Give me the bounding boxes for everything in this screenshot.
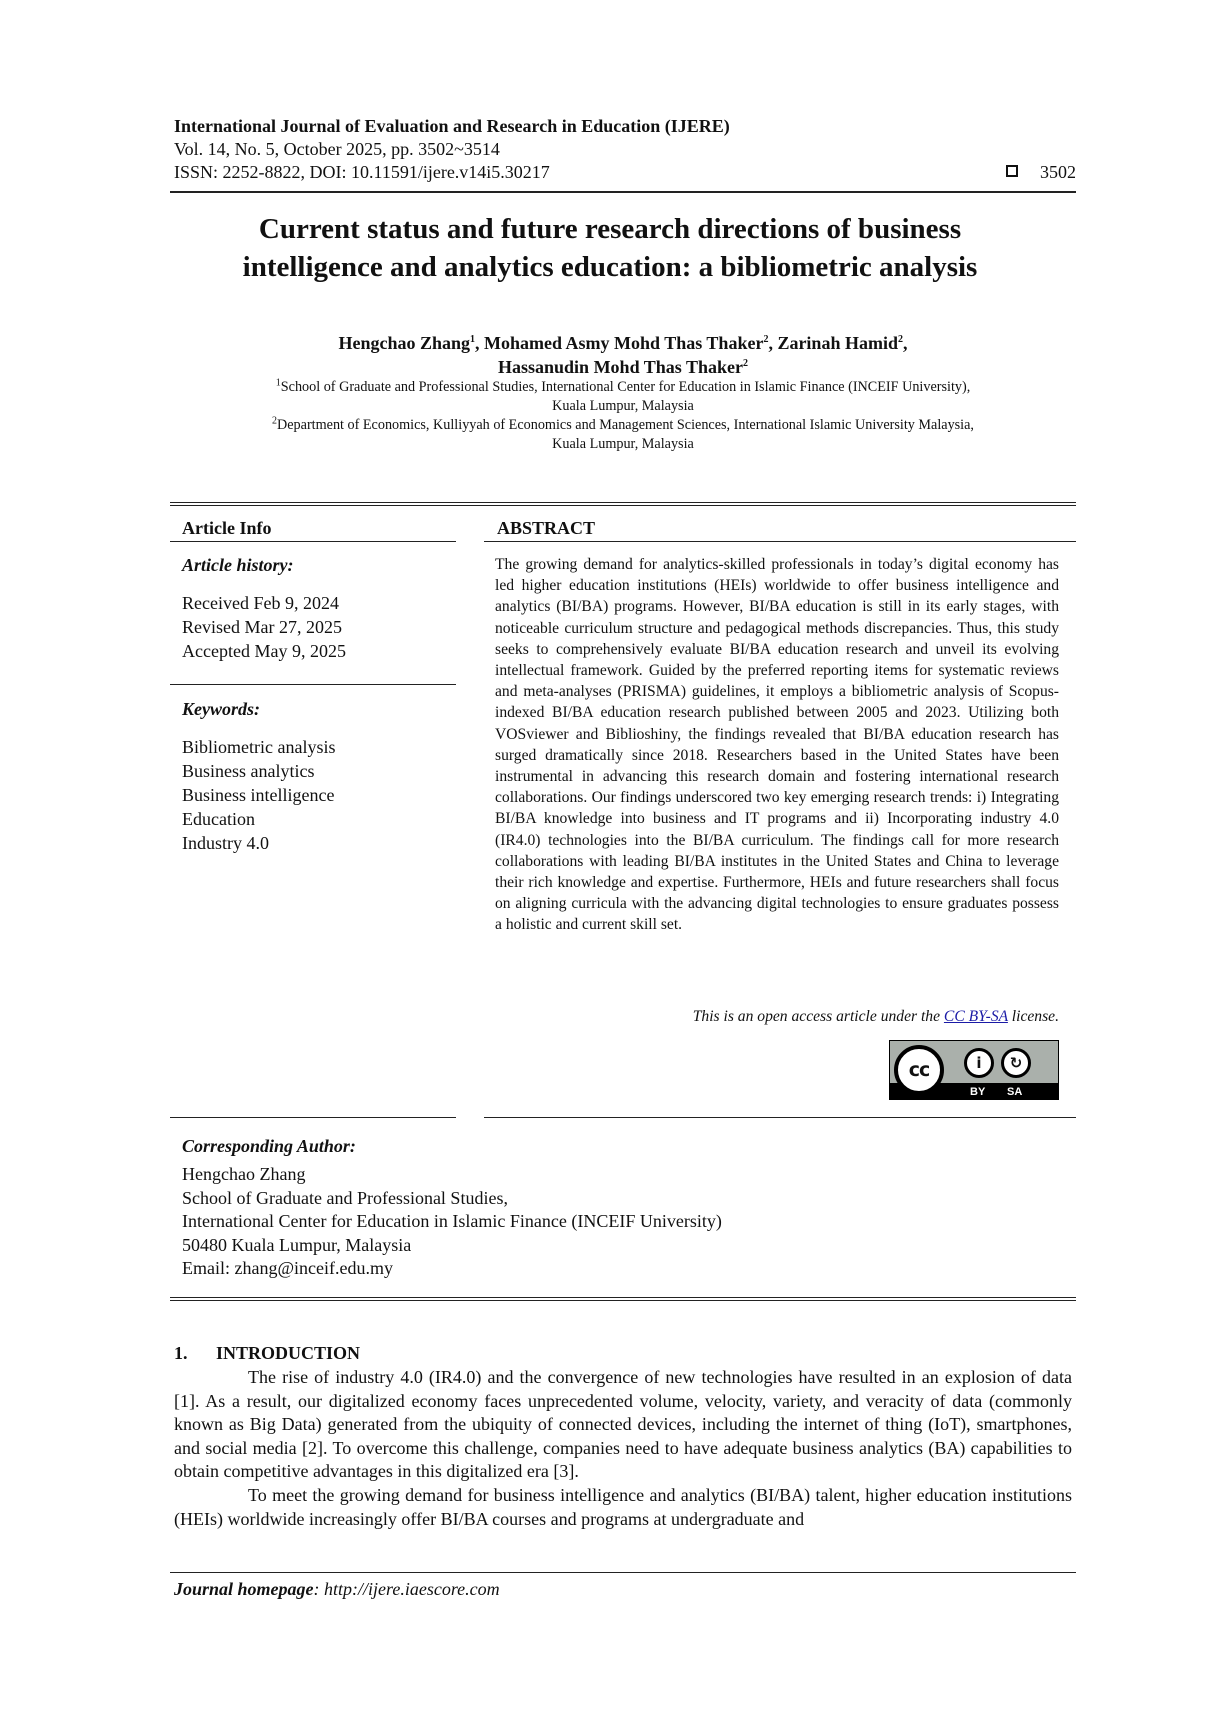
revised-date: Revised Mar 27, 2025 (182, 617, 342, 637)
issn-doi-text: ISSN: 2252-8822, DOI: 10.11591/ijere.v14i5.30217 (174, 162, 550, 182)
cc-by-sa-badge[interactable] (889, 1040, 1059, 1100)
keyword-item: Business analytics (182, 761, 315, 781)
abstract-rule (484, 541, 1076, 542)
abstract-text: The growing demand for analytics-skilled professionals in today’s digital economy has led higher education institutions (HEIs) worldwide to offer business intelligence and analytics (BI/BA) programs. However, BI/BA education is still in its early stages, with noticeable curriculum structure and pedagogical methods discrepancies. Thus, this study seeks to comprehensively evaluate BI/BA education research and unveil its evolving intellectual framework. Guided by the preferred reporting items for systematic reviews and meta-analyses (PRISMA) guidelines, it employs a bibliometric analysis of Scopus-indexed BI/BA education research published between 2005 and 2023. Utilizing both VOSviewer and Biblioshiny, the findings revealed that BI/BA education research has surged dramatically since 2018. Researchers based in the United States have been instrumental in advancing this research domain and fostering international research collaborations. Our findings underscored two key emerging research trends: i) Integrating BI/BA knowledge into business and IT programs and ii) Incorporating industry 4.0 (IR4.0) technologies into the BI/BA curriculum. The findings call for more research collaborations with leading BI/BA institutes in the United States and China to leverage their rich knowledge and expertise. Furthermore, HEIs and future researchers shall focus on aligning curricula with the advancing digital technologies to ensure graduates possess a holistic and current skill set. (495, 556, 1059, 934)
affiliation-1-line-2: Kuala Lumpur, Malaysia (552, 398, 694, 414)
paper-title (150, 210, 1070, 286)
journal-volume: Vol. 14, No. 5, October 2025, pp. 3502~3514 (174, 139, 500, 159)
author-sup: 2 (897, 334, 903, 345)
journal-name: International Journal of Evaluation and Research in Education (IJERE) (174, 116, 730, 136)
keyword-item: Education (182, 809, 255, 829)
title-line-2: intelligence and analytics education: a bibliometric analysis (242, 251, 978, 283)
keyword-list (182, 735, 335, 855)
license-suffix: license. (1007, 1008, 1059, 1025)
corresponding-email: Email: zhang@inceif.edu.my (182, 1258, 394, 1278)
affiliation-sup: 2 (272, 415, 278, 427)
homepage-sep: : (313, 1579, 325, 1599)
attribution-icon: i (964, 1048, 994, 1078)
section-heading-introduction (174, 1343, 360, 1364)
article-info-heading: Article Info (182, 518, 272, 538)
title-line-1: Current status and future research directions of business (258, 213, 962, 245)
block-bottom-rule-2 (170, 1300, 1076, 1301)
intro-paragraph-2 (174, 1484, 1072, 1531)
author-name: Hassanudin Mohd Thas Thaker (498, 357, 743, 377)
corresponding-line-1: School of Graduate and Professional Studies, (182, 1187, 508, 1208)
affiliation-text: Department of Economics, Kulliyyah of Economics and Management Sciences, International Islamic University Malaysia, (277, 417, 974, 433)
affiliation-1-line-1 (170, 378, 1076, 397)
journal-issn-doi (174, 162, 1076, 183)
article-history (182, 591, 346, 663)
author-line-2 (170, 355, 1076, 379)
keyword-item: Industry 4.0 (182, 833, 269, 853)
paragraph-text: To meet the growing demand for business intelligence and analytics (BI/BA) talent, higher education institutions (HEIs) worldwide increasingly offer BI/BA courses and programs at undergraduate and (174, 1485, 1072, 1529)
info-bottom-rule (170, 1117, 456, 1118)
header-rule (170, 191, 1076, 193)
section-number: 1. (174, 1343, 188, 1363)
sa-label: SA (1007, 1086, 1023, 1098)
affiliation-2-line-1 (170, 416, 1076, 435)
author-name: Hengchao Zhang (338, 333, 471, 353)
affiliation-1 (170, 378, 1076, 416)
author-name: , Zarinah Hamid (768, 333, 898, 353)
author-line-1 (170, 331, 1076, 355)
corresponding-line-2: International Center for Education in Islamic Finance (INCEIF University) (182, 1211, 722, 1231)
license-note (693, 1008, 1059, 1026)
accepted-date: Accepted May 9, 2025 (182, 641, 346, 661)
author-sep: , (902, 333, 908, 353)
corresponding-line-3: 50480 Kuala Lumpur, Malaysia (182, 1234, 412, 1255)
block-top-rule-2 (170, 505, 1076, 506)
article-info-rule (170, 541, 456, 542)
homepage-label: Journal homepage (174, 1579, 314, 1599)
footer-rule (170, 1572, 1076, 1573)
history-rule (170, 684, 456, 685)
affiliation-text: School of Graduate and Professional Studies, International Center for Education in Islamic Finance (INCEIF University), (280, 379, 971, 395)
share-alike-icon: ↻ (1001, 1048, 1031, 1078)
section-title: INTRODUCTION (216, 1343, 361, 1363)
block-top-rule (170, 502, 1076, 503)
keyword-item: Business intelligence (182, 785, 335, 805)
journal-homepage (174, 1579, 500, 1600)
corresponding-name: Hengchao Zhang (182, 1164, 306, 1184)
affiliation-sup: 1 (275, 377, 281, 389)
received-date: Received Feb 9, 2024 (182, 593, 339, 613)
author-name: , Mohamed Asmy Mohd Thas Thaker (475, 333, 764, 353)
author-list (170, 331, 1076, 379)
square-bullet-icon (1006, 165, 1018, 177)
corresponding-author-details (182, 1163, 722, 1281)
cc-icon: cc (894, 1045, 944, 1095)
author-sup: 2 (763, 334, 769, 345)
intro-paragraph-1 (174, 1366, 1072, 1484)
author-sup: 1 (470, 334, 476, 345)
abstract-bottom-rule (484, 1117, 1076, 1118)
license-prefix: This is an open access article under the (692, 1008, 944, 1025)
affiliation-2-line-2: Kuala Lumpur, Malaysia (552, 436, 694, 452)
by-label: BY (970, 1086, 986, 1098)
article-history-heading: Article history: (182, 555, 294, 575)
paragraph-text: The rise of industry 4.0 (IR4.0) and the convergence of new technologies have resulted in an explosion of data [1]. As a result, our digitalized economy faces unprecedented volume, velocity, variety, and veracity of data (commonly known as Big Data) generated from the ubiquity of connected devices, including the internet of thing (IoT), smartphones, and social media [2]. To overcome this challenge, companies need to have adequate business analytics (BA) capabilities to obtain competitive advantages in this digitalized era [3]. (174, 1367, 1072, 1481)
page-number: 3502 (1040, 162, 1076, 182)
corresponding-author-heading: Corresponding Author: (182, 1136, 356, 1156)
author-sup: 2 (742, 358, 748, 369)
block-bottom-rule (170, 1297, 1076, 1298)
cc-by-sa-link[interactable]: CC BY-SA (943, 1008, 1008, 1025)
affiliation-2 (170, 416, 1076, 454)
keywords-heading: Keywords: (182, 699, 260, 719)
keyword-item: Bibliometric analysis (182, 737, 336, 757)
abstract-heading: ABSTRACT (497, 518, 596, 538)
homepage-url[interactable]: http://ijere.iaescore.com (324, 1579, 500, 1599)
